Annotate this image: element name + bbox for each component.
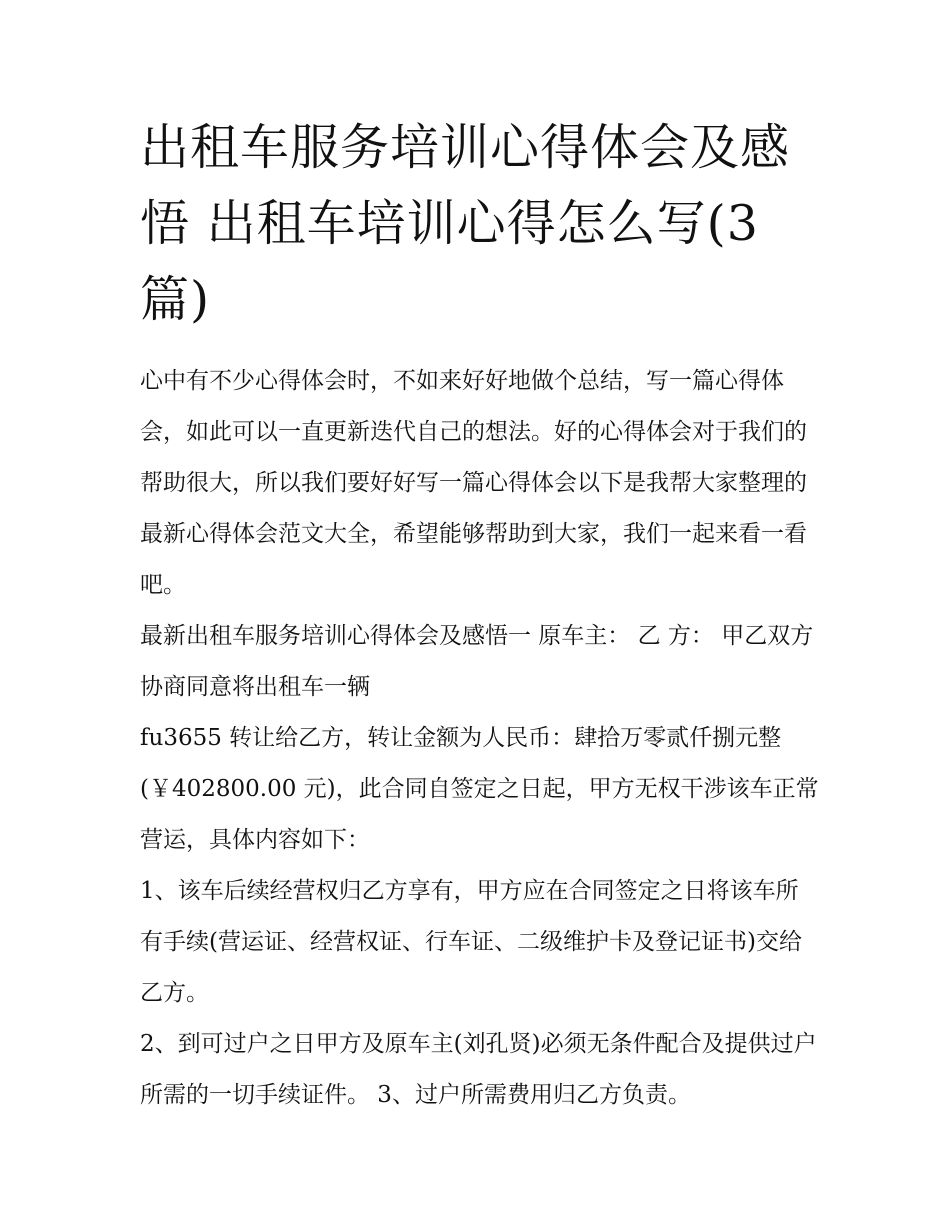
- intro-paragraph: 心中有不少心得体会时，不如来好好地做个总结，写一篇心得体会，如此可以一直更新迭代自己的想法。好的心得体会对于我们的帮助很大，所以我们要好好写一篇心得体会以下是我帮大家整理的最新心得体会范文大全，希望能够帮助到大家，我们一起来看一看吧。: [140, 368, 807, 598]
- transfer-paragraph: fu3655 转让给乙方，转让金额为人民币：肆拾万零贰仟捌元整(￥402800.00 元)，此合同自签定之日起，甲方无权干涉该车正常营运，具体内容如下：: [140, 725, 819, 853]
- document-body: [140, 356, 820, 1121]
- section-heading-paragraph: 最新出租车服务培训心得体会及感悟一 原车主： 乙 方： 甲乙双方协商同意将出租车一辆: [140, 623, 814, 700]
- document-title: 出租车服务培训心得体会及感悟 出租车培训心得怎么写(3篇): [140, 119, 791, 328]
- clause-2-3-paragraph: 2、到可过户之日甲方及原车主(刘孔贤)必须无条件配合及提供过户所需的一切手续证件。 3、过户所需费用归乙方负责。: [140, 1031, 817, 1108]
- clause-1-paragraph: 1、该车后续经营权归乙方享有，甲方应在合同签定之日将该车所有手续(营运证、经营权证、行车证、二级维护卡及登记证书)交给乙方。: [140, 878, 802, 1006]
